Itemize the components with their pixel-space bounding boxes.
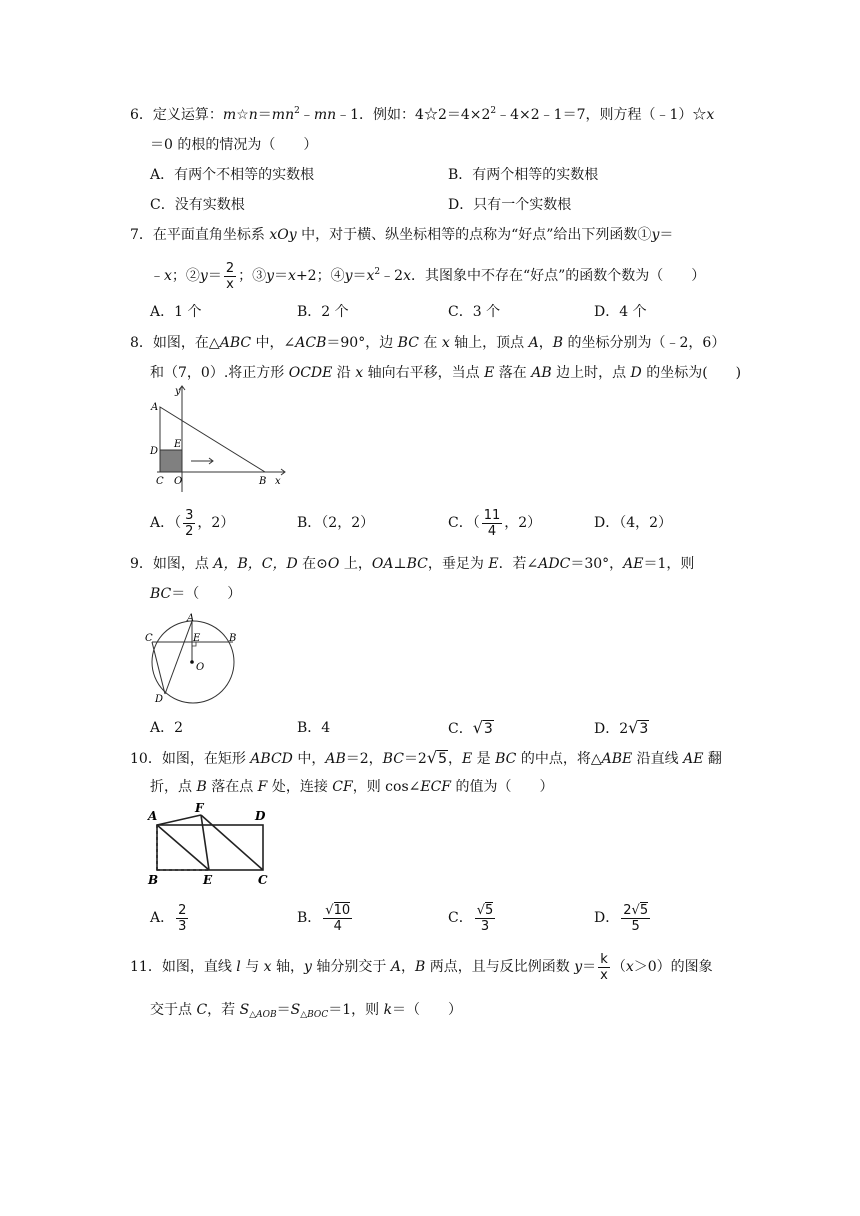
q7-option-a: A．1 个 bbox=[150, 304, 202, 320]
label-c: C bbox=[145, 633, 153, 644]
sqrt: √3 bbox=[472, 718, 493, 737]
fraction: $\frac{√5}{3}$ bbox=[476, 902, 494, 934]
question-9-line-1: 9．如图，点 A，B，C，D 在⊙O 上，OA⊥BC，垂足为 E．若∠ADC＝30°，AE＝1，则 bbox=[130, 556, 695, 572]
question-7-line-2: ﹣x；②y＝ $\frac{2}{x}$ ；③y＝x+2；$④y=x^2﹣2x$．其图象中不存在“好点”的函数个数为（ ） bbox=[150, 260, 706, 292]
label-d: D bbox=[150, 446, 159, 457]
q8-option-b: B．（2，2） bbox=[297, 515, 375, 531]
q8-option-c: C．（ $\frac{11}{4}$ ，2） bbox=[448, 507, 542, 539]
label-a: A bbox=[187, 613, 195, 624]
q9-option-c: C．√3 bbox=[448, 718, 493, 737]
line-fc bbox=[201, 815, 263, 870]
label-y: y bbox=[175, 386, 181, 397]
rectangle-abcd bbox=[157, 825, 263, 870]
q9-figure bbox=[143, 610, 243, 706]
label-f: F bbox=[195, 801, 204, 815]
square-ocde bbox=[160, 450, 182, 472]
label-e: E bbox=[193, 633, 201, 644]
q10-figure bbox=[145, 800, 275, 890]
fraction-k-over-x: $\frac{k}{x}$ bbox=[600, 951, 608, 983]
line-ad bbox=[165, 621, 192, 694]
label-o: O bbox=[174, 476, 183, 487]
label-c: C bbox=[258, 873, 268, 887]
q8-option-d: D．（4，2） bbox=[594, 515, 673, 531]
label-c: C bbox=[156, 476, 164, 487]
label-x: x bbox=[275, 476, 281, 487]
line-fe bbox=[201, 815, 209, 870]
label-e: E bbox=[203, 873, 213, 887]
q9-option-a: A．2 bbox=[150, 720, 184, 736]
q8-option-a: A．（ $\frac{3}{2}$ ，2） bbox=[150, 507, 235, 539]
sqrt: √5 bbox=[426, 748, 447, 767]
sqrt: √3 bbox=[628, 718, 649, 737]
label-a: A bbox=[148, 809, 158, 823]
q10-option-a: A． $\frac{2}{3}$ bbox=[150, 902, 187, 934]
line-af bbox=[157, 815, 201, 825]
question-8-line-1: 8．如图，在△ABC 中，∠ACB＝90°，边 BC 在 x 轴上，顶点 A，B 的坐标分别为（﹣2，6） bbox=[130, 335, 726, 351]
question-8-line-2: 和（7，0）.将正方形 OCDE 沿 x 轴向右平移，当点 E 落在 AB 边上时，点 D 的坐标为( ) bbox=[150, 365, 742, 381]
q6-option-c: C．没有实数根 bbox=[150, 197, 245, 213]
label-e: E bbox=[174, 439, 182, 450]
question-6-line-1: 6．定义运算：$m☆n=mn^2﹣mn﹣1$．例如：$4☆2=4\times 2^2﹣4\times 2﹣1=7$，则方程（﹣1）☆x bbox=[130, 106, 715, 123]
question-11-line-2: 交于点 C，若 $S_{\triangle AOB}=S_{\triangle BOC}=1$，则 k＝（ ） bbox=[150, 1002, 463, 1020]
fraction-2-over-x: $\frac{2}{x}$ bbox=[225, 260, 235, 292]
fraction: $\frac{√10}{4}$ bbox=[325, 902, 351, 934]
line-ae bbox=[157, 825, 209, 870]
question-11-line-1: 11．如图，直线 l 与 x 轴，y 轴分别交于 A，B 两点，且与反比例函数 y＝ $\frac{k}{x}$ （x＞0）的图象 bbox=[130, 951, 713, 983]
line-cd bbox=[152, 642, 165, 694]
q9-option-b: B．4 bbox=[297, 720, 331, 736]
q7-option-d: D．4 个 bbox=[594, 304, 647, 320]
fraction: $\frac{11}{4}$ bbox=[483, 507, 501, 539]
q7-option-b: B．2 个 bbox=[297, 304, 349, 320]
label-b: B bbox=[229, 633, 237, 644]
question-10-line-2: 折，点 B 落在点 F 处，连接 CF，则 cos∠ECF 的值为（ ） bbox=[150, 779, 554, 795]
label-b: B bbox=[259, 476, 267, 487]
fraction: $\frac{2√5}{5}$ bbox=[623, 902, 649, 934]
label-b: B bbox=[148, 873, 159, 887]
fraction: $\frac{2}{3}$ bbox=[178, 902, 187, 934]
q8-figure bbox=[145, 382, 295, 494]
label-d: D bbox=[155, 694, 164, 705]
q6-option-a: A．有两个不相等的实数根 bbox=[150, 167, 315, 183]
q6-option-b: B．有两个相等的实数根 bbox=[448, 167, 599, 183]
q10-option-b: B． $\frac{√10}{4}$ bbox=[297, 902, 351, 934]
q10-option-d: D． $\frac{2√5}{5}$ bbox=[594, 902, 649, 934]
q7-option-c: C．3 个 bbox=[448, 304, 501, 320]
label-a: A bbox=[151, 402, 159, 413]
q6-option-d: D．只有一个实数根 bbox=[448, 197, 572, 213]
fraction: $\frac{3}{2}$ bbox=[185, 507, 194, 539]
label-o: O bbox=[196, 662, 205, 673]
question-7-line-1: 7．在平面直角坐标系 xOy 中，对于横、纵坐标相等的点称为“好点”给出下列函数①y＝ bbox=[130, 227, 674, 243]
question-10-line-1: 10．如图，在矩形 ABCD 中，AB＝2，BC＝2√5，E 是 BC 的中点，将△ABE 沿直线 AE 翻 bbox=[130, 748, 722, 767]
q10-option-c: C． $\frac{√5}{3}$ bbox=[448, 902, 494, 934]
center-dot bbox=[190, 660, 194, 664]
question-6-line-2: ＝0 的根的情况为（ ） bbox=[150, 137, 318, 153]
q9-option-d: D．2√3 bbox=[594, 718, 649, 737]
question-9-line-2: BC＝（ ） bbox=[150, 586, 242, 602]
label-d: D bbox=[255, 809, 266, 823]
